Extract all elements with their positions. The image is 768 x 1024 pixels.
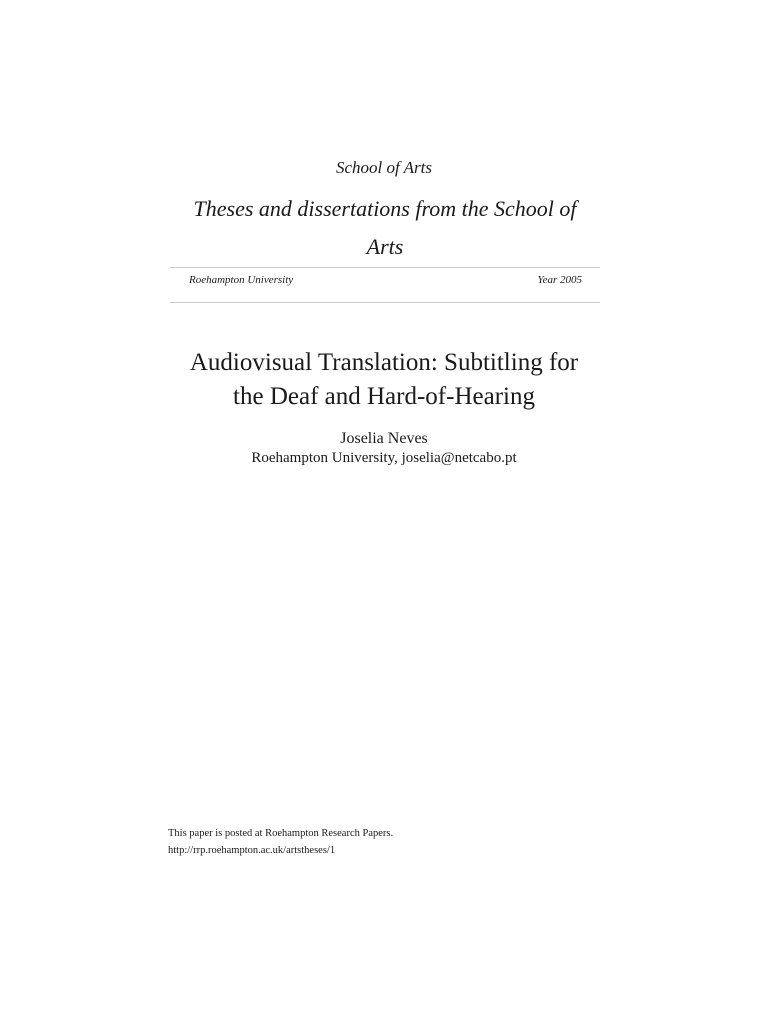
- paper-title: [150, 346, 618, 414]
- series-title-line-2: Arts: [366, 234, 404, 259]
- header-rule-top: [170, 267, 600, 268]
- school-name: School of Arts: [335, 158, 433, 177]
- publication-year: Year 2005: [537, 274, 582, 286]
- paper-title-line-1: Audiovisual Translation: Subtitling for: [189, 349, 579, 376]
- series-title: [170, 190, 600, 266]
- series-title-line-1: Theses and dissertations from the School of: [193, 196, 577, 221]
- repository-link[interactable]: http://rrp.roehampton.ac.uk/artstheses/1: [168, 845, 336, 856]
- footer-notice: [168, 825, 668, 859]
- paper-title-line-2: the Deaf and Hard-of-Hearing: [233, 383, 535, 410]
- institution-name: Roehampton University: [189, 274, 294, 286]
- header-meta-row: [189, 274, 582, 286]
- author-affiliation: Roehampton University, joselia@netcabo.pt: [251, 450, 517, 466]
- header-rule-bottom: [170, 302, 600, 303]
- posting-notice: This paper is posted at Roehampton Research Papers.: [168, 828, 394, 839]
- author-name: Joselia Neves: [340, 430, 428, 447]
